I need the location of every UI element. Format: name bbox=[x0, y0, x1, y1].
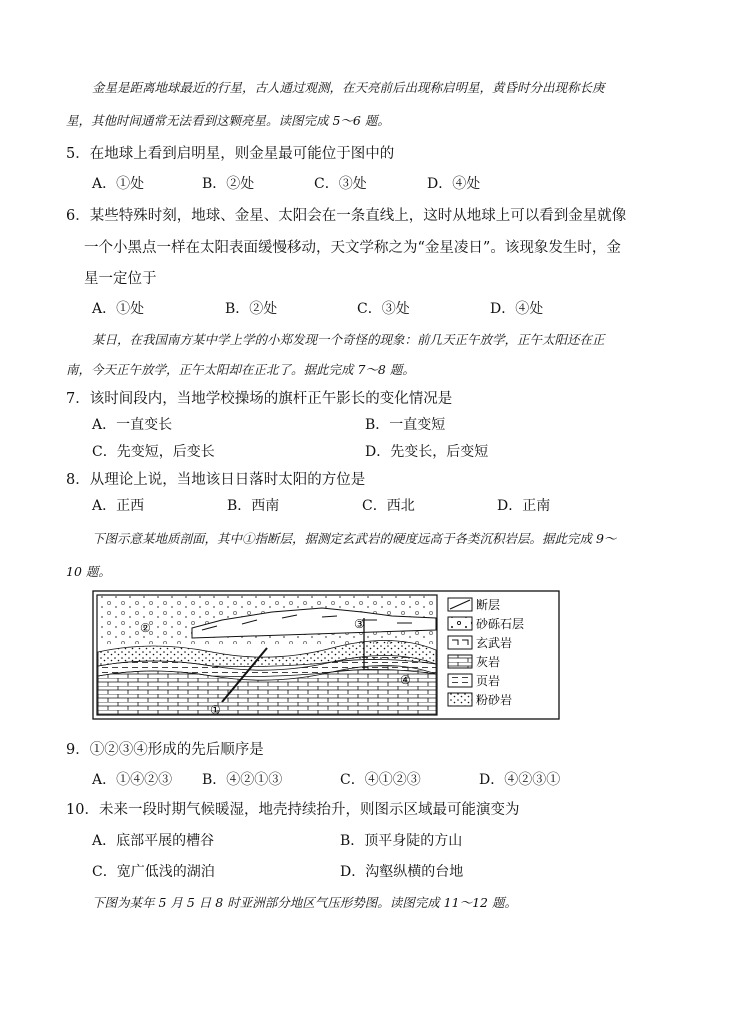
question-5-stem: 5．在地球上看到启明星，则金星最可能位于图中的 bbox=[66, 146, 395, 162]
legend-shale-swatch bbox=[448, 674, 472, 687]
intro-geology-line1: 下图示意某地质剖面，其中①指断层，据测定玄武岩的硬度远高于各类沉积岩层。据此完成 9～ bbox=[92, 531, 617, 546]
q7-option-b[interactable]: B．一直变短 bbox=[365, 417, 446, 433]
q5-option-b[interactable]: B．②处 bbox=[202, 176, 255, 192]
q9-option-d[interactable]: D．④②③① bbox=[479, 772, 561, 788]
q8-option-a[interactable]: A．正西 bbox=[92, 498, 145, 514]
q8-option-d[interactable]: D．正南 bbox=[497, 498, 551, 514]
q6-option-c[interactable]: C．③处 bbox=[357, 301, 410, 317]
intro-shadow-line2: 南，今天正午放学，正午太阳却在正北了。据此完成 7～8 题。 bbox=[66, 362, 415, 377]
q6-option-d[interactable]: D．④处 bbox=[490, 301, 544, 317]
q7-option-d[interactable]: D．先变长，后变短 bbox=[365, 444, 489, 460]
marker-4: ④ bbox=[400, 673, 411, 687]
legend-basalt: 玄武岩 bbox=[476, 636, 513, 650]
q9-option-a[interactable]: A．①④②③ bbox=[92, 772, 173, 788]
intro-geology-line2: 10 题。 bbox=[66, 564, 111, 579]
marker-3: ③ bbox=[354, 617, 365, 631]
geologic-section-figure bbox=[92, 590, 560, 720]
legend-limestone: 灰岩 bbox=[476, 655, 501, 669]
intro-venus-line1: 金星是距离地球最近的行星，古人通过观测，在天亮前后出现称启明星，黄昏时分出现称长庚 bbox=[92, 80, 605, 95]
question-6-stem-line2: 一个小黑点一样在太阳表面缓慢移动，天文学称之为“金星凌日”。该现象发生时，金 bbox=[84, 240, 621, 256]
legend-siltstone-swatch bbox=[448, 693, 472, 706]
intro-venus-line2: 星，其他时间通常无法看到这颗亮星。读图完成 5～6 题。 bbox=[66, 113, 390, 128]
legend-limestone-swatch bbox=[448, 655, 472, 668]
intro-pressure-line1: 下图为某年 5 月 5 日 8 时亚洲部分地区气压形势图。读图完成 11～12 题。 bbox=[92, 895, 517, 910]
intro-shadow-line1: 某日，在我国南方某中学上学的小郑发现一个奇怪的现象：前几天正午放学，正午太阳还在正 bbox=[92, 332, 605, 347]
q6-option-b[interactable]: B．②处 bbox=[225, 301, 278, 317]
question-6-stem-line1: 6．某些特殊时刻，地球、金星、太阳会在一条直线上，这时从地球上可以看到金星就像 bbox=[66, 208, 627, 224]
question-9-stem: 9．①②③④形成的先后顺序是 bbox=[66, 742, 264, 758]
q9-option-b[interactable]: B．④②①③ bbox=[202, 772, 283, 788]
q7-option-a[interactable]: A．一直变长 bbox=[92, 417, 173, 433]
legend-shale: 页岩 bbox=[476, 674, 501, 688]
question-7-stem: 7．该时间段内，当地学校操场的旗杆正午影长的变化情况是 bbox=[66, 391, 453, 407]
legend-fault: 断层 bbox=[476, 598, 501, 612]
q9-option-c[interactable]: C．④①②③ bbox=[340, 772, 421, 788]
q7-option-c[interactable]: C．先变短，后变长 bbox=[92, 444, 215, 460]
q6-option-a[interactable]: A．①处 bbox=[92, 301, 145, 317]
q10-option-c[interactable]: C．宽广低浅的湖泊 bbox=[92, 864, 215, 880]
q10-option-d[interactable]: D．沟壑纵横的台地 bbox=[340, 864, 464, 880]
legend-gravel: 砂砾石层 bbox=[476, 617, 525, 631]
legend-siltstone: 粉砂岩 bbox=[476, 693, 513, 707]
question-10-stem: 10．未来一段时期气候暖湿，地壳持续抬升，则图示区域最可能演变为 bbox=[66, 802, 520, 818]
q8-option-b[interactable]: B．西南 bbox=[227, 498, 280, 514]
q5-option-a[interactable]: A．①处 bbox=[92, 176, 145, 192]
legend-gravel-swatch bbox=[448, 617, 472, 630]
q8-option-c[interactable]: C．西北 bbox=[362, 498, 415, 514]
marker-1: ① bbox=[210, 703, 221, 717]
marker-2: ② bbox=[140, 621, 151, 635]
q10-option-b[interactable]: B．顶平身陡的方山 bbox=[340, 833, 463, 849]
q5-option-d[interactable]: D．④处 bbox=[427, 176, 481, 192]
q10-option-a[interactable]: A．底部平展的槽谷 bbox=[92, 833, 215, 849]
question-6-stem-line3: 星一定位于 bbox=[84, 271, 157, 287]
q5-option-c[interactable]: C．③处 bbox=[314, 176, 367, 192]
question-8-stem: 8．从理论上说，当地该日日落时太阳的方位是 bbox=[66, 472, 366, 488]
